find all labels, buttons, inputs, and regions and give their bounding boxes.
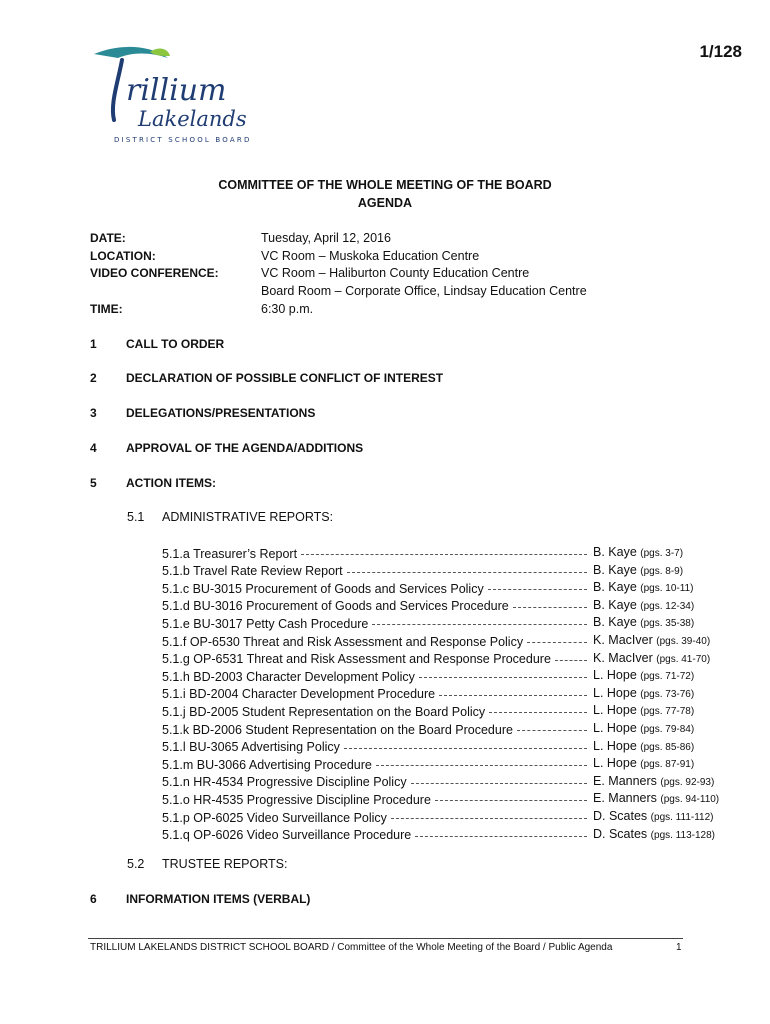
agenda-item-presenter: L. Hope (593, 721, 637, 735)
video-conference-label: VIDEO CONFERENCE: (90, 266, 219, 280)
logo-t-stem (113, 60, 122, 120)
agenda-item-code: 5.1.i (162, 687, 186, 702)
section-2-number: 2 (90, 371, 97, 385)
agenda-item (162, 580, 732, 597)
agenda-item-presenter: E. Manners (593, 773, 657, 788)
dashed-leader (415, 836, 587, 837)
trillium-lakelands-logo (88, 42, 278, 148)
agenda-item-presenter: L. Hope (593, 703, 637, 718)
dashed-leader (411, 783, 587, 784)
agenda-item-title: OP-6531 Threat and Risk Assessment and Response Procedure (193, 652, 551, 667)
agenda-item-code: 5.1.j (162, 704, 186, 719)
dashed-leader (488, 589, 587, 590)
date-value: Tuesday, April 12, 2016 (261, 231, 391, 245)
subsection-5-2-label: TRUSTEE REPORTS: (162, 857, 288, 871)
section-5-label: ACTION ITEMS: (126, 476, 216, 490)
agenda-item (162, 774, 732, 791)
section-3-number: 3 (90, 406, 97, 420)
agenda-item (162, 791, 732, 808)
location-label: LOCATION: (90, 249, 156, 263)
agenda-item-pages: (pgs. 77-78) (640, 706, 695, 718)
agenda-item-title: BU-3066 Advertising Procedure (196, 757, 372, 772)
section-1-label: CALL TO ORDER (126, 337, 225, 351)
agenda-item (162, 545, 732, 562)
agenda-item-title: OP-6025 Video Surveillance Policy (193, 810, 387, 825)
agenda-item-code: 5.1.l (162, 740, 186, 755)
agenda-item-title: BU-3065 Advertising Policy (189, 740, 340, 755)
dashed-leader (489, 712, 587, 713)
dashed-leader (419, 677, 587, 678)
agenda-title-line2: AGENDA (357, 196, 413, 210)
agenda-item (162, 721, 732, 738)
dashed-leader (555, 660, 587, 661)
agenda-item-title: Treasurer’s Report (193, 546, 298, 561)
agenda-item-title: OP-6530 Threat and Risk Assessment and Response Policy (189, 634, 524, 649)
agenda-item-presenter: E. Manners (593, 791, 657, 806)
dashed-leader (435, 800, 587, 801)
agenda-item-pages: (pgs. 73-76) (640, 688, 695, 700)
agenda-item-pages: (pgs. 35-38) (640, 618, 695, 630)
section-6-label: INFORMATION ITEMS (VERBAL) (126, 892, 311, 906)
agenda-item-title: BD-2005 Student Representation on the Board Policy (189, 704, 486, 719)
subsection-5-1-number: 5.1 (127, 510, 145, 524)
dashed-leader (347, 572, 587, 573)
agenda-item-presenter: L. Hope (593, 738, 637, 753)
agenda-item-code: 5.1.p (162, 810, 190, 825)
agenda-item-presenter: L. Hope (593, 685, 637, 700)
agenda-item (162, 827, 732, 844)
video-conference-value-2: Board Room – Corporate Office, Lindsay Education Centre (261, 284, 587, 298)
agenda-item-pages: (pgs. 71-72) (640, 671, 695, 683)
section-5-number: 5 (90, 476, 97, 490)
subsection-5-1-label: ADMINISTRATIVE REPORTS: (162, 510, 334, 524)
section-4-number: 4 (90, 441, 97, 455)
agenda-item-presenter: D. Scates (593, 809, 648, 823)
logo-leaf (150, 49, 170, 56)
agenda-item-pages: (pgs. 87-91) (640, 759, 695, 771)
agenda-item-code: 5.1.k (162, 722, 190, 737)
agenda-item (162, 615, 732, 632)
video-conference-value-1: VC Room – Haliburton County Education Centre (261, 266, 530, 280)
agenda-item-pages: (pgs. 111-112) (650, 812, 714, 823)
footer-text: TRILLIUM LAKELANDS DISTRICT SCHOOL BOARD / Committee of the Whole Meeting of the Board / Public Agenda (90, 942, 613, 953)
agenda-item-pages: (pgs. 92-93) (660, 776, 715, 788)
agenda-item (162, 651, 732, 668)
page-counter: 1/128 (699, 42, 742, 61)
logo-word-trillium: rillium (126, 73, 227, 108)
dashed-leader (527, 642, 587, 643)
agenda-item-pages: (pgs. 12-34) (640, 600, 695, 612)
agenda-item (162, 809, 732, 826)
agenda-item-title: BU-3017 Petty Cash Procedure (193, 616, 369, 631)
agenda-item-code: 5.1.b (162, 564, 190, 579)
dashed-leader (439, 695, 587, 696)
agenda-item-code: 5.1.q (162, 828, 190, 843)
agenda-item-code: 5.1.g (162, 652, 190, 667)
agenda-item-pages: (pgs. 8-9) (640, 565, 684, 577)
agenda-item-pages: (pgs. 41-70) (656, 653, 711, 665)
dashed-leader (513, 607, 587, 608)
dashed-leader (301, 554, 587, 555)
section-3-label: DELEGATIONS/PRESENTATIONS (126, 406, 316, 420)
agenda-item (162, 703, 732, 720)
agenda-item-title: BD-2004 Character Development Procedure (189, 687, 436, 702)
agenda-item-presenter: B. Kaye (593, 615, 637, 630)
agenda-item-title: BD-2003 Character Development Policy (193, 669, 415, 684)
agenda-item-presenter: B. Kaye (593, 580, 637, 595)
agenda-item (162, 756, 732, 773)
agenda-item-code: 5.1.f (162, 634, 187, 649)
agenda-item-code: 5.1.e (162, 616, 190, 631)
agenda-item-pages: (pgs. 79-84) (640, 724, 695, 735)
agenda-item-presenter: D. Scates (593, 826, 648, 841)
agenda-item-title: HR-4535 Progressive Discipline Procedure (193, 792, 431, 807)
agenda-item-code: 5.1.h (162, 669, 190, 684)
agenda-item-pages: (pgs. 10-11) (640, 583, 694, 595)
agenda-item-presenter: L. Hope (593, 756, 637, 771)
agenda-item-title: BD-2006 Student Representation on the Board Procedure (192, 722, 513, 737)
agenda-item (162, 633, 732, 650)
location-value: VC Room – Muskoka Education Centre (261, 249, 480, 263)
agenda-item-presenter: K. MacIver (593, 650, 653, 665)
agenda-item-code: 5.1.n (162, 775, 190, 790)
agenda-item-presenter: K. MacIver (593, 633, 653, 647)
agenda-item-code: 5.1.a (162, 546, 190, 561)
footer-divider (88, 938, 683, 939)
agenda-item-pages: (pgs. 113-128) (650, 829, 715, 841)
agenda-item-code: 5.1.o (162, 792, 190, 807)
agenda-item-code: 5.1.m (162, 757, 194, 772)
subsection-5-2-number: 5.2 (127, 857, 145, 871)
agenda-title-line1: COMMITTEE OF THE WHOLE MEETING OF THE BOARD (218, 178, 552, 192)
agenda-item-presenter: B. Kaye (593, 562, 637, 577)
agenda-item (162, 598, 732, 615)
agenda-item-presenter: B. Kaye (593, 545, 637, 559)
dashed-leader (376, 765, 587, 766)
agenda-item-pages: (pgs. 3-7) (640, 548, 684, 559)
agenda-item-presenter: B. Kaye (593, 597, 637, 612)
section-6-number: 6 (90, 892, 97, 906)
section-4-label: APPROVAL OF THE AGENDA/ADDITIONS (126, 441, 364, 455)
agenda-item-presenter: L. Hope (593, 668, 637, 683)
agenda-item (162, 563, 732, 580)
agenda-item-title: OP-6026 Video Surveillance Procedure (193, 828, 412, 843)
footer-page-number: 1 (676, 942, 682, 953)
section-1-number: 1 (90, 337, 97, 351)
agenda-item-title: BU-3016 Procurement of Goods and Services Procedure (193, 599, 509, 614)
agenda-item-pages: (pgs. 94-110) (660, 794, 720, 806)
dashed-leader (372, 624, 587, 625)
agenda-item-pages: (pgs. 85-86) (640, 741, 695, 753)
agenda-item-title: BU-3015 Procurement of Goods and Services Policy (192, 581, 484, 596)
dashed-leader (391, 818, 587, 819)
agenda-item (162, 739, 732, 756)
agenda-item (162, 686, 732, 703)
dashed-leader (517, 730, 587, 731)
date-label: DATE: (90, 231, 126, 245)
time-value: 6:30 p.m. (261, 302, 314, 316)
agenda-item-code: 5.1.d (162, 599, 190, 614)
agenda-item-title: Travel Rate Review Report (193, 564, 343, 579)
dashed-leader (344, 748, 587, 749)
logo-word-lakelands: Lakelands (138, 107, 247, 131)
logo-subtitle: DISTRICT SCHOOL BOARD (114, 136, 252, 144)
time-label: TIME: (90, 302, 123, 316)
agenda-item-title: HR-4534 Progressive Discipline Policy (193, 775, 407, 790)
agenda-item-pages: (pgs. 39-40) (656, 636, 711, 647)
section-2-label: DECLARATION OF POSSIBLE CONFLICT OF INTEREST (126, 371, 444, 385)
agenda-item-code: 5.1.c (162, 581, 190, 596)
agenda-item (162, 668, 732, 685)
